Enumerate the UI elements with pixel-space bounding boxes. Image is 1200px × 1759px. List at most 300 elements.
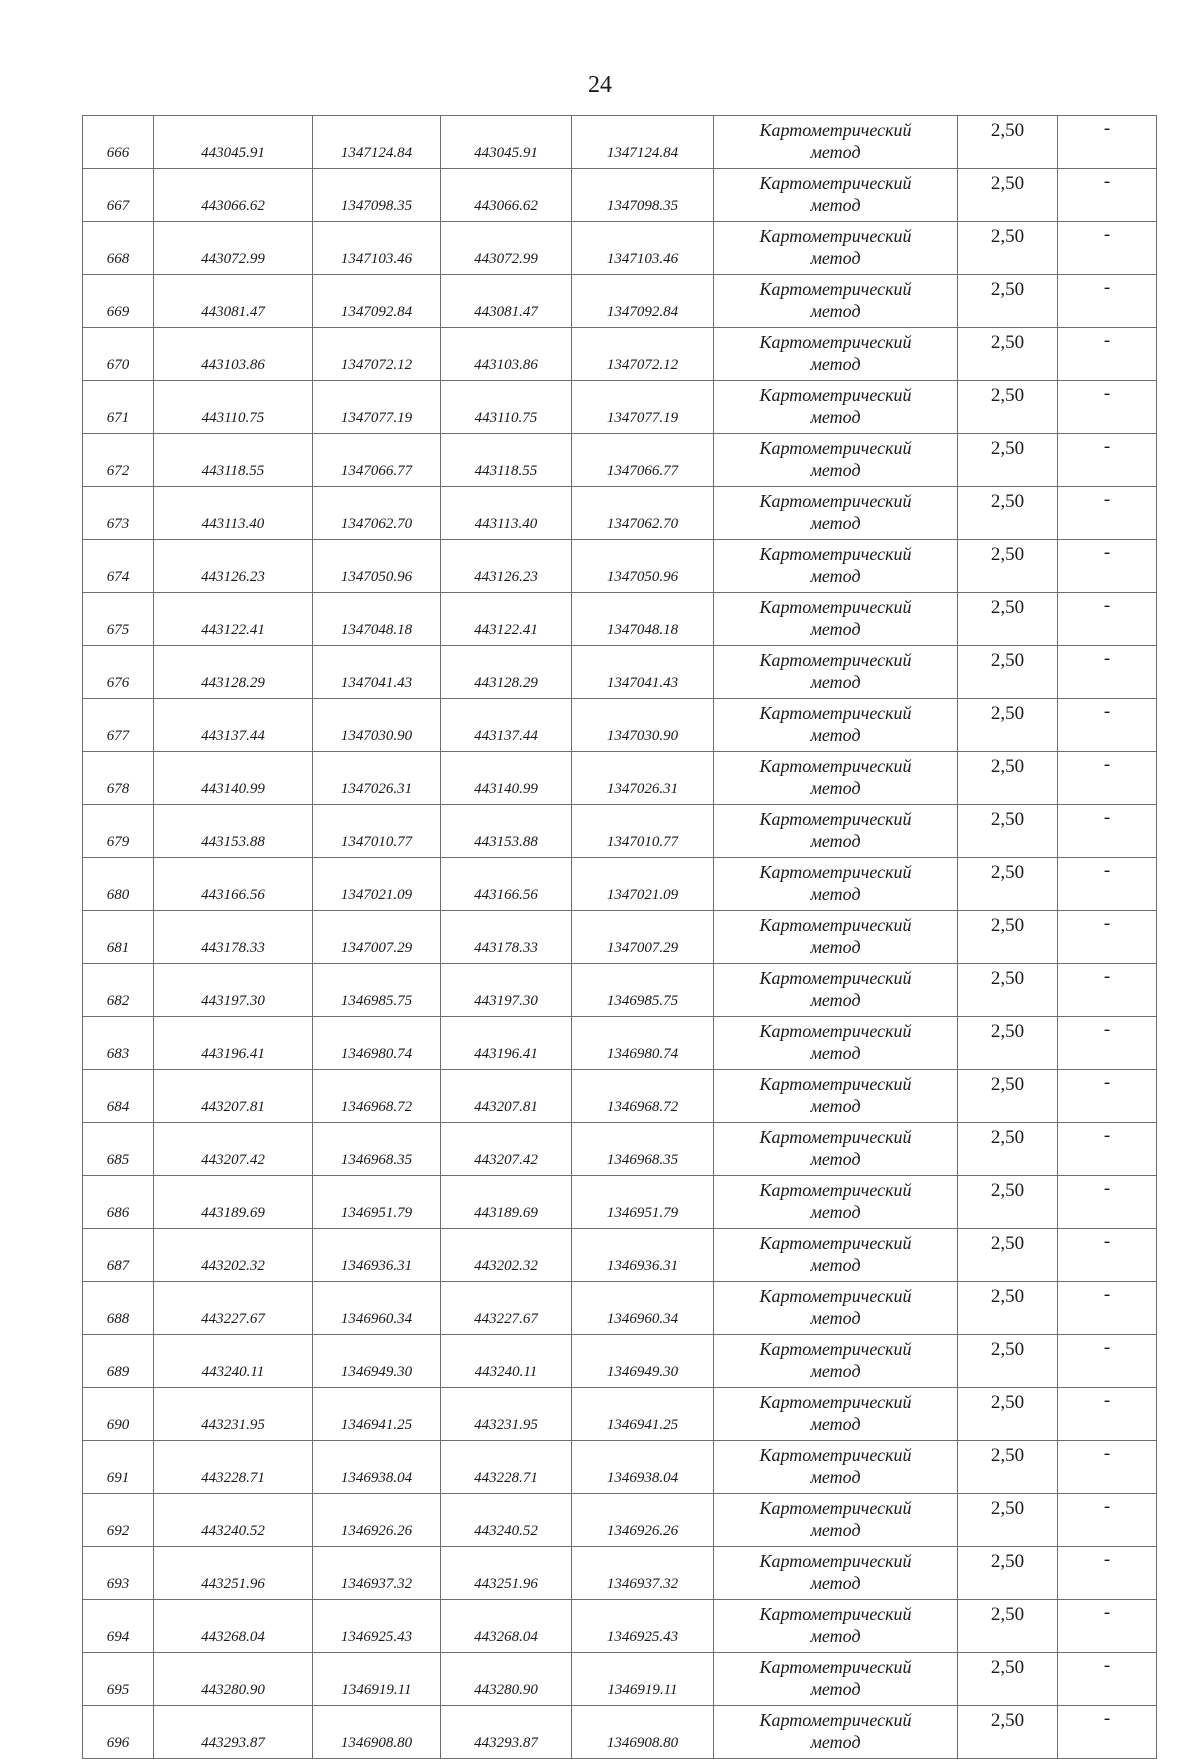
method-line-1: Картометрический: [759, 650, 912, 671]
x-existing-cell: 443227.67: [154, 1282, 313, 1335]
note-cell: -: [1058, 487, 1157, 540]
method-cell: [714, 646, 958, 699]
point-number-cell: 678: [83, 752, 154, 805]
point-number-cell: 686: [83, 1176, 154, 1229]
y-refined-cell: 1347077.19: [572, 381, 714, 434]
method-line-2: метод: [810, 1679, 861, 1699]
x-existing-cell: 443103.86: [154, 328, 313, 381]
table-row: [83, 434, 1157, 487]
y-existing-cell: 1347048.18: [313, 593, 441, 646]
note-cell: -: [1058, 964, 1157, 1017]
point-number-cell: 694: [83, 1600, 154, 1653]
note-cell: -: [1058, 593, 1157, 646]
table-row: [83, 169, 1157, 222]
y-refined-cell: 1347098.35: [572, 169, 714, 222]
y-existing-cell: 1346951.79: [313, 1176, 441, 1229]
point-number-cell: 669: [83, 275, 154, 328]
note-cell: -: [1058, 1176, 1157, 1229]
note-cell: -: [1058, 1282, 1157, 1335]
accuracy-cell: 2,50: [958, 699, 1058, 752]
method-line-1: Картометрический: [759, 173, 912, 194]
y-existing-cell: 1346980.74: [313, 1017, 441, 1070]
note-cell: -: [1058, 1388, 1157, 1441]
method-line-1: Картометрический: [759, 1551, 912, 1572]
method-line-2: метод: [810, 195, 861, 215]
x-refined-cell: 443153.88: [441, 805, 572, 858]
method-line-2: метод: [810, 460, 861, 480]
x-refined-cell: 443293.87: [441, 1706, 572, 1759]
point-number-cell: 674: [83, 540, 154, 593]
x-refined-cell: 443128.29: [441, 646, 572, 699]
point-number-cell: 693: [83, 1547, 154, 1600]
method-line-1: Картометрический: [759, 756, 912, 777]
table-body: [83, 116, 1157, 1759]
method-cell: [714, 540, 958, 593]
y-existing-cell: 1347062.70: [313, 487, 441, 540]
y-existing-cell: 1346926.26: [313, 1494, 441, 1547]
method-line-1: Картометрический: [759, 1074, 912, 1095]
note-cell: -: [1058, 1547, 1157, 1600]
y-refined-cell: 1347092.84: [572, 275, 714, 328]
method-cell: [714, 752, 958, 805]
x-refined-cell: 443202.32: [441, 1229, 572, 1282]
x-refined-cell: 443045.91: [441, 116, 572, 169]
y-existing-cell: 1346938.04: [313, 1441, 441, 1494]
point-number-cell: 673: [83, 487, 154, 540]
method-line-1: Картометрический: [759, 915, 912, 936]
table-row: [83, 328, 1157, 381]
accuracy-cell: 2,50: [958, 1176, 1058, 1229]
accuracy-cell: 2,50: [958, 752, 1058, 805]
method-line-1: Картометрический: [759, 703, 912, 724]
point-number-cell: 682: [83, 964, 154, 1017]
y-refined-cell: 1346938.04: [572, 1441, 714, 1494]
note-cell: -: [1058, 858, 1157, 911]
y-existing-cell: 1347026.31: [313, 752, 441, 805]
method-line-1: Картометрический: [759, 862, 912, 883]
method-line-1: Картометрический: [759, 1445, 912, 1466]
method-line-1: Картометрический: [759, 1710, 912, 1731]
y-existing-cell: 1347021.09: [313, 858, 441, 911]
method-line-1: Картометрический: [759, 968, 912, 989]
x-existing-cell: 443128.29: [154, 646, 313, 699]
x-refined-cell: 443207.81: [441, 1070, 572, 1123]
method-line-1: Картометрический: [759, 809, 912, 830]
table-row: [83, 1282, 1157, 1335]
method-line-2: метод: [810, 248, 861, 268]
y-existing-cell: 1346937.32: [313, 1547, 441, 1600]
table-row: [83, 752, 1157, 805]
y-refined-cell: 1347021.09: [572, 858, 714, 911]
y-refined-cell: 1346968.35: [572, 1123, 714, 1176]
method-line-1: Картометрический: [759, 1021, 912, 1042]
method-line-2: метод: [810, 884, 861, 904]
method-cell: [714, 593, 958, 646]
x-refined-cell: 443228.71: [441, 1441, 572, 1494]
method-line-2: метод: [810, 619, 861, 639]
table-row: [83, 487, 1157, 540]
method-cell: [714, 1229, 958, 1282]
table-row: [83, 1388, 1157, 1441]
accuracy-cell: 2,50: [958, 1070, 1058, 1123]
x-existing-cell: 443113.40: [154, 487, 313, 540]
x-refined-cell: 443066.62: [441, 169, 572, 222]
point-number-cell: 683: [83, 1017, 154, 1070]
y-refined-cell: 1346919.11: [572, 1653, 714, 1706]
note-cell: -: [1058, 1335, 1157, 1388]
y-refined-cell: 1347026.31: [572, 752, 714, 805]
point-number-cell: 695: [83, 1653, 154, 1706]
method-line-1: Картометрический: [759, 1392, 912, 1413]
method-cell: [714, 964, 958, 1017]
accuracy-cell: 2,50: [958, 1388, 1058, 1441]
method-line-1: Картометрический: [759, 279, 912, 300]
method-line-2: метод: [810, 1414, 861, 1434]
y-existing-cell: 1346949.30: [313, 1335, 441, 1388]
y-refined-cell: 1346937.32: [572, 1547, 714, 1600]
y-refined-cell: 1346941.25: [572, 1388, 714, 1441]
y-refined-cell: 1346985.75: [572, 964, 714, 1017]
table-row: [83, 1017, 1157, 1070]
accuracy-cell: 2,50: [958, 1335, 1058, 1388]
x-refined-cell: 443137.44: [441, 699, 572, 752]
y-refined-cell: 1347062.70: [572, 487, 714, 540]
accuracy-cell: 2,50: [958, 1441, 1058, 1494]
point-number-cell: 666: [83, 116, 154, 169]
x-existing-cell: 443153.88: [154, 805, 313, 858]
x-existing-cell: 443189.69: [154, 1176, 313, 1229]
note-cell: -: [1058, 1494, 1157, 1547]
point-number-cell: 676: [83, 646, 154, 699]
x-existing-cell: 443251.96: [154, 1547, 313, 1600]
x-refined-cell: 443166.56: [441, 858, 572, 911]
method-cell: [714, 434, 958, 487]
x-existing-cell: 443137.44: [154, 699, 313, 752]
table-row: [83, 116, 1157, 169]
note-cell: -: [1058, 328, 1157, 381]
y-existing-cell: 1347072.12: [313, 328, 441, 381]
table-row: [83, 1123, 1157, 1176]
accuracy-cell: 2,50: [958, 275, 1058, 328]
y-refined-cell: 1346908.80: [572, 1706, 714, 1759]
method-line-2: метод: [810, 1732, 861, 1752]
y-refined-cell: 1346949.30: [572, 1335, 714, 1388]
table-row: [83, 1070, 1157, 1123]
note-cell: -: [1058, 434, 1157, 487]
point-number-cell: 689: [83, 1335, 154, 1388]
method-line-2: метод: [810, 1096, 861, 1116]
method-line-2: метод: [810, 725, 861, 745]
point-number-cell: 675: [83, 593, 154, 646]
method-cell: [714, 1017, 958, 1070]
x-refined-cell: 443126.23: [441, 540, 572, 593]
table-row: [83, 1176, 1157, 1229]
x-refined-cell: 443196.41: [441, 1017, 572, 1070]
method-line-2: метод: [810, 831, 861, 851]
method-line-2: метод: [810, 1626, 861, 1646]
method-line-2: метод: [810, 1149, 861, 1169]
method-cell: [714, 699, 958, 752]
x-existing-cell: 443197.30: [154, 964, 313, 1017]
point-number-cell: 691: [83, 1441, 154, 1494]
x-refined-cell: 443227.67: [441, 1282, 572, 1335]
y-existing-cell: 1346941.25: [313, 1388, 441, 1441]
table-row: [83, 858, 1157, 911]
accuracy-cell: 2,50: [958, 1600, 1058, 1653]
point-number-cell: 692: [83, 1494, 154, 1547]
note-cell: -: [1058, 1123, 1157, 1176]
point-number-cell: 680: [83, 858, 154, 911]
x-existing-cell: 443045.91: [154, 116, 313, 169]
x-refined-cell: 443251.96: [441, 1547, 572, 1600]
table-row: [83, 911, 1157, 964]
y-refined-cell: 1347103.46: [572, 222, 714, 275]
point-number-cell: 672: [83, 434, 154, 487]
method-line-2: метод: [810, 672, 861, 692]
method-line-2: метод: [810, 1520, 861, 1540]
point-number-cell: 677: [83, 699, 154, 752]
accuracy-cell: 2,50: [958, 858, 1058, 911]
method-line-2: метод: [810, 142, 861, 162]
note-cell: -: [1058, 1441, 1157, 1494]
accuracy-cell: 2,50: [958, 964, 1058, 1017]
method-line-2: метод: [810, 301, 861, 321]
method-line-1: Картометрический: [759, 1127, 912, 1148]
x-refined-cell: 443103.86: [441, 328, 572, 381]
x-refined-cell: 443280.90: [441, 1653, 572, 1706]
method-cell: [714, 858, 958, 911]
x-existing-cell: 443118.55: [154, 434, 313, 487]
note-cell: -: [1058, 1017, 1157, 1070]
x-refined-cell: 443072.99: [441, 222, 572, 275]
method-cell: [714, 1335, 958, 1388]
table-row: [83, 1547, 1157, 1600]
accuracy-cell: 2,50: [958, 434, 1058, 487]
x-existing-cell: 443178.33: [154, 911, 313, 964]
table-row: [83, 1229, 1157, 1282]
y-refined-cell: 1346925.43: [572, 1600, 714, 1653]
x-refined-cell: 443113.40: [441, 487, 572, 540]
y-refined-cell: 1346960.34: [572, 1282, 714, 1335]
point-number-cell: 690: [83, 1388, 154, 1441]
point-number-cell: 679: [83, 805, 154, 858]
x-refined-cell: 443122.41: [441, 593, 572, 646]
y-existing-cell: 1347066.77: [313, 434, 441, 487]
method-line-2: метод: [810, 354, 861, 374]
y-refined-cell: 1346968.72: [572, 1070, 714, 1123]
table-row: [83, 699, 1157, 752]
method-cell: [714, 169, 958, 222]
accuracy-cell: 2,50: [958, 116, 1058, 169]
method-line-1: Картометрический: [759, 438, 912, 459]
note-cell: -: [1058, 646, 1157, 699]
point-number-cell: 687: [83, 1229, 154, 1282]
accuracy-cell: 2,50: [958, 487, 1058, 540]
method-line-1: Картометрический: [759, 1233, 912, 1254]
x-refined-cell: 443189.69: [441, 1176, 572, 1229]
y-existing-cell: 1347077.19: [313, 381, 441, 434]
x-refined-cell: 443268.04: [441, 1600, 572, 1653]
method-line-1: Картометрический: [759, 226, 912, 247]
point-number-cell: 668: [83, 222, 154, 275]
x-existing-cell: 443293.87: [154, 1706, 313, 1759]
x-refined-cell: 443207.42: [441, 1123, 572, 1176]
y-existing-cell: 1347041.43: [313, 646, 441, 699]
method-line-2: метод: [810, 1361, 861, 1381]
x-refined-cell: 443178.33: [441, 911, 572, 964]
method-cell: [714, 1547, 958, 1600]
y-existing-cell: 1346936.31: [313, 1229, 441, 1282]
accuracy-cell: 2,50: [958, 169, 1058, 222]
method-cell: [714, 805, 958, 858]
y-existing-cell: 1347010.77: [313, 805, 441, 858]
x-refined-cell: 443240.52: [441, 1494, 572, 1547]
method-line-1: Картометрический: [759, 1604, 912, 1625]
point-number-cell: 681: [83, 911, 154, 964]
accuracy-cell: 2,50: [958, 1017, 1058, 1070]
note-cell: -: [1058, 1229, 1157, 1282]
method-line-2: метод: [810, 1467, 861, 1487]
method-cell: [714, 275, 958, 328]
method-line-1: Картометрический: [759, 1286, 912, 1307]
note-cell: -: [1058, 381, 1157, 434]
table-row: [83, 646, 1157, 699]
note-cell: -: [1058, 911, 1157, 964]
point-number-cell: 671: [83, 381, 154, 434]
note-cell: -: [1058, 540, 1157, 593]
x-existing-cell: 443202.32: [154, 1229, 313, 1282]
note-cell: -: [1058, 169, 1157, 222]
y-refined-cell: 1346936.31: [572, 1229, 714, 1282]
table-row: [83, 1441, 1157, 1494]
method-line-2: метод: [810, 990, 861, 1010]
note-cell: -: [1058, 1706, 1157, 1759]
accuracy-cell: 2,50: [958, 1494, 1058, 1547]
x-existing-cell: 443072.99: [154, 222, 313, 275]
x-existing-cell: 443122.41: [154, 593, 313, 646]
x-refined-cell: 443240.11: [441, 1335, 572, 1388]
table-row: [83, 540, 1157, 593]
x-refined-cell: 443118.55: [441, 434, 572, 487]
y-refined-cell: 1346951.79: [572, 1176, 714, 1229]
method-line-2: метод: [810, 566, 861, 586]
point-number-cell: 696: [83, 1706, 154, 1759]
method-cell: [714, 1123, 958, 1176]
method-line-2: метод: [810, 1255, 861, 1275]
note-cell: -: [1058, 752, 1157, 805]
x-refined-cell: 443140.99: [441, 752, 572, 805]
y-existing-cell: 1346985.75: [313, 964, 441, 1017]
y-refined-cell: 1346926.26: [572, 1494, 714, 1547]
note-cell: -: [1058, 1600, 1157, 1653]
accuracy-cell: 2,50: [958, 328, 1058, 381]
method-cell: [714, 1706, 958, 1759]
x-existing-cell: 443207.42: [154, 1123, 313, 1176]
y-existing-cell: 1347030.90: [313, 699, 441, 752]
point-number-cell: 684: [83, 1070, 154, 1123]
x-existing-cell: 443166.56: [154, 858, 313, 911]
method-line-2: метод: [810, 778, 861, 798]
y-refined-cell: 1347050.96: [572, 540, 714, 593]
y-refined-cell: 1347072.12: [572, 328, 714, 381]
y-existing-cell: 1346919.11: [313, 1653, 441, 1706]
y-existing-cell: 1347098.35: [313, 169, 441, 222]
point-number-cell: 688: [83, 1282, 154, 1335]
method-cell: [714, 1070, 958, 1123]
x-refined-cell: 443231.95: [441, 1388, 572, 1441]
method-cell: [714, 1600, 958, 1653]
note-cell: -: [1058, 222, 1157, 275]
accuracy-cell: 2,50: [958, 1123, 1058, 1176]
y-existing-cell: 1347124.84: [313, 116, 441, 169]
y-refined-cell: 1347041.43: [572, 646, 714, 699]
x-existing-cell: 443268.04: [154, 1600, 313, 1653]
x-refined-cell: 443197.30: [441, 964, 572, 1017]
accuracy-cell: 2,50: [958, 805, 1058, 858]
accuracy-cell: 2,50: [958, 1282, 1058, 1335]
table-row: [83, 805, 1157, 858]
x-existing-cell: 443240.11: [154, 1335, 313, 1388]
table-row: [83, 1494, 1157, 1547]
y-existing-cell: 1347007.29: [313, 911, 441, 964]
y-refined-cell: 1347048.18: [572, 593, 714, 646]
method-line-2: метод: [810, 1573, 861, 1593]
table-row: [83, 1335, 1157, 1388]
method-cell: [714, 1441, 958, 1494]
method-line-1: Картометрический: [759, 1657, 912, 1678]
x-existing-cell: 443231.95: [154, 1388, 313, 1441]
accuracy-cell: 2,50: [958, 911, 1058, 964]
y-existing-cell: 1346960.34: [313, 1282, 441, 1335]
method-cell: [714, 911, 958, 964]
x-existing-cell: 443110.75: [154, 381, 313, 434]
method-cell: [714, 381, 958, 434]
method-line-1: Картометрический: [759, 1180, 912, 1201]
accuracy-cell: 2,50: [958, 1653, 1058, 1706]
table-row: [83, 1706, 1157, 1759]
y-existing-cell: 1347050.96: [313, 540, 441, 593]
note-cell: -: [1058, 275, 1157, 328]
x-existing-cell: 443126.23: [154, 540, 313, 593]
y-refined-cell: 1346980.74: [572, 1017, 714, 1070]
y-refined-cell: 1347010.77: [572, 805, 714, 858]
method-line-1: Картометрический: [759, 544, 912, 565]
page-number: 24: [588, 72, 612, 98]
table-row: [83, 964, 1157, 1017]
method-line-2: метод: [810, 937, 861, 957]
method-line-1: Картометрический: [759, 491, 912, 512]
note-cell: -: [1058, 805, 1157, 858]
accuracy-cell: 2,50: [958, 646, 1058, 699]
x-existing-cell: 443081.47: [154, 275, 313, 328]
method-line-1: Картометрический: [759, 1498, 912, 1519]
x-existing-cell: 443228.71: [154, 1441, 313, 1494]
method-line-1: Картометрический: [759, 120, 912, 141]
y-existing-cell: 1346968.35: [313, 1123, 441, 1176]
x-existing-cell: 443240.52: [154, 1494, 313, 1547]
method-line-1: Картометрический: [759, 332, 912, 353]
y-refined-cell: 1347030.90: [572, 699, 714, 752]
x-refined-cell: 443081.47: [441, 275, 572, 328]
accuracy-cell: 2,50: [958, 1229, 1058, 1282]
y-refined-cell: 1347124.84: [572, 116, 714, 169]
method-cell: [714, 328, 958, 381]
y-existing-cell: 1346968.72: [313, 1070, 441, 1123]
point-number-cell: 667: [83, 169, 154, 222]
table-row: [83, 381, 1157, 434]
method-line-2: метод: [810, 1043, 861, 1063]
y-refined-cell: 1347007.29: [572, 911, 714, 964]
